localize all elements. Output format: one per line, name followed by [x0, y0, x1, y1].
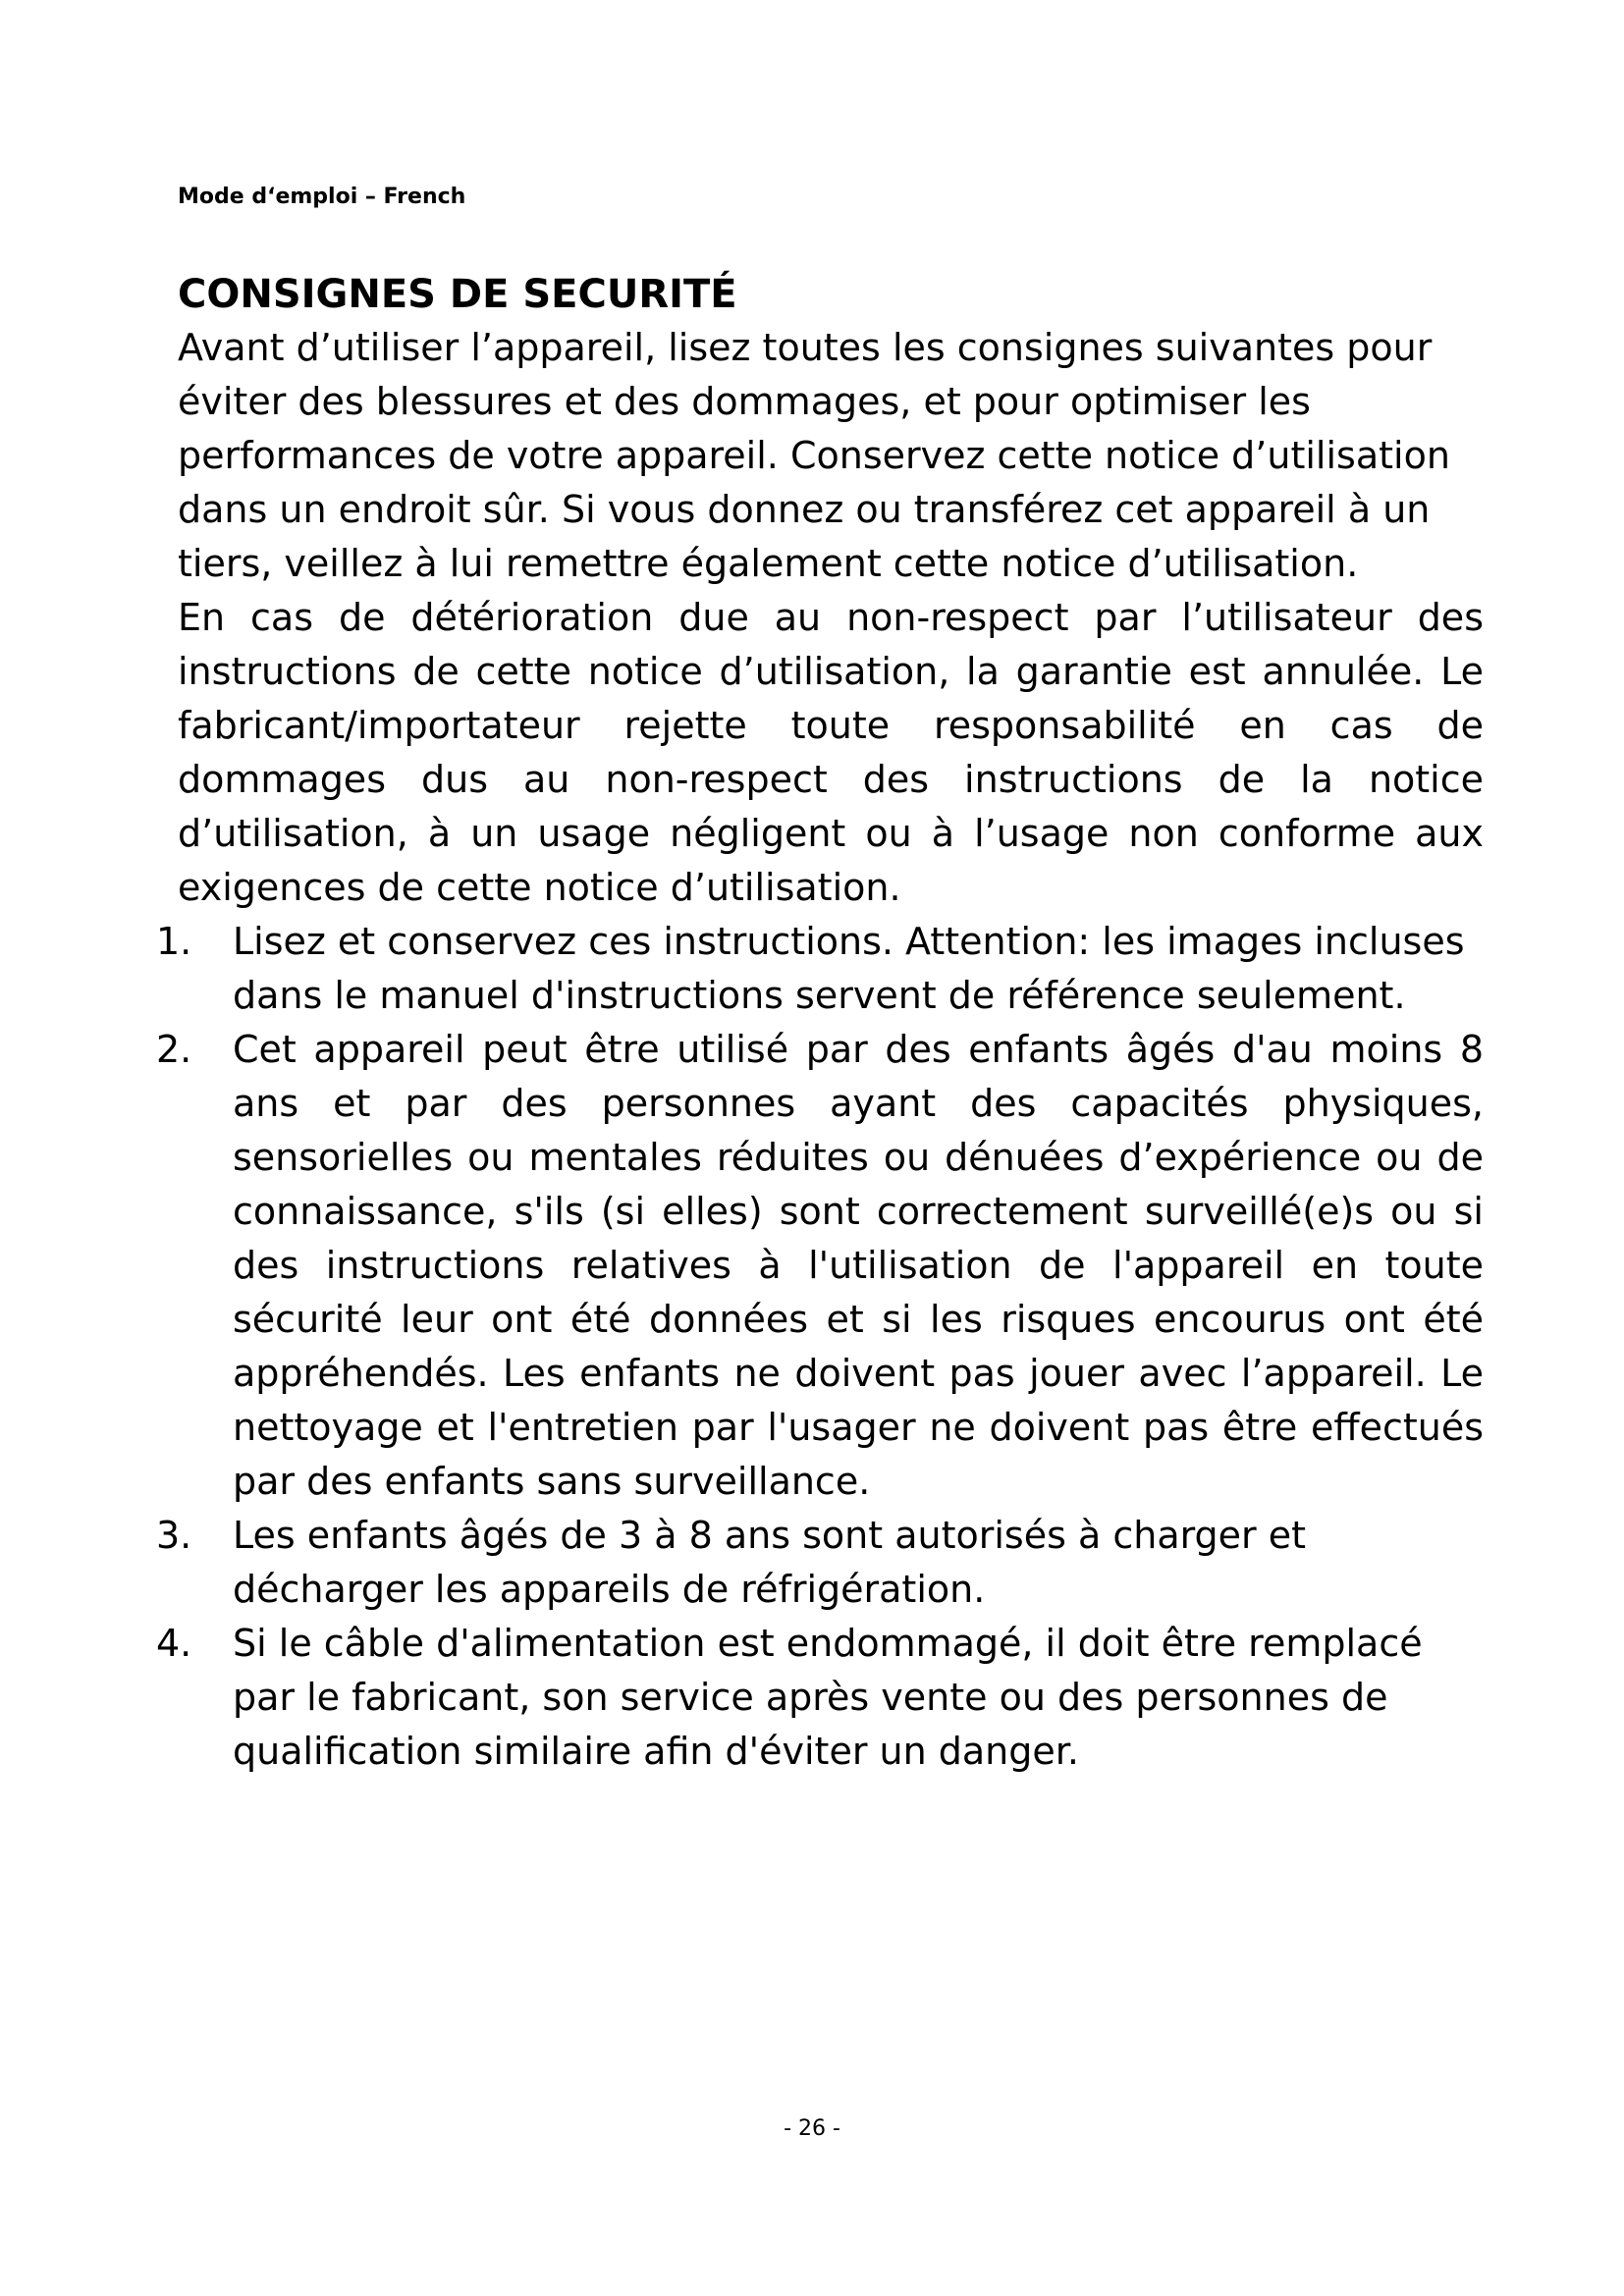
list-item-number: 1. [156, 920, 192, 963]
warranty-paragraph: En cas de détérioration due au non-respect par l’utilisateur des instructions de cette notice d’utilisation, la garantie est annulée. Le fabricant/importateur rejette toute responsabilité en cas de dommages dus au non-respect des instructions de la notice d’utilisation, à un usage négligent ou à l’usage non conforme aux exigences de cette notice d’utilisation. [178, 596, 1484, 909]
list-item [156, 915, 1484, 1023]
list-item-text: Si le câble d'alimentation est endommagé, il doit être remplacé par le fabricant, son service après vente ou des personnes de qualification similaire afin d'éviter un danger. [233, 1622, 1423, 1773]
list-item-text: Cet appareil peut être utilisé par des enfants âgés d'au moins 8 ans et par des personnes ayant des capacités physiques, sensorielles ou mentales réduites ou dénuées d’expérience ou de connaissance, s'ils (si elles) sont correctement surveillé(e)s ou si des instructions relatives à l'utilisation de l'appareil en toute sécurité leur ont été données et si les risques encourus ont été appréhendés. Les enfants ne doivent pas jouer avec l’appareil. Le nettoyage et l'entretien par l'usager ne doivent pas être effectués par des enfants sans surveillance. [233, 1028, 1484, 1503]
list-item [156, 1509, 1484, 1617]
list-item [156, 1617, 1484, 1779]
list-item-text: Lisez et conservez ces instructions. Attention: les images incluses dans le manuel d'instructions servent de référence seulement. [233, 920, 1465, 1017]
list-item-number: 4. [156, 1622, 192, 1665]
page-number: - 26 - [784, 2116, 840, 2141]
intro-paragraph: Avant d’utiliser l’appareil, lisez toutes les consignes suivantes pour éviter des blessures et des dommages, et pour optimiser les performances de votre appareil. Conservez cette notice d’utilisation dans un endroit sûr. Si vous donnez ou transférez cet appareil à un tiers, veillez à lui remettre également cette notice d’utilisation. [178, 326, 1450, 585]
list-item [156, 1023, 1484, 1509]
page-content [156, 268, 1484, 1779]
list-item-text: Les enfants âgés de 3 à 8 ans sont autorisés à charger et décharger les appareils de réfrigération. [233, 1514, 1307, 1611]
list-item-number: 2. [156, 1028, 192, 1071]
safety-instructions-list [156, 915, 1484, 1779]
section-title: CONSIGNES DE SECURITÉ [178, 272, 737, 317]
list-item-number: 3. [156, 1514, 192, 1557]
page-header: Mode d‘emploi – French [178, 185, 466, 209]
